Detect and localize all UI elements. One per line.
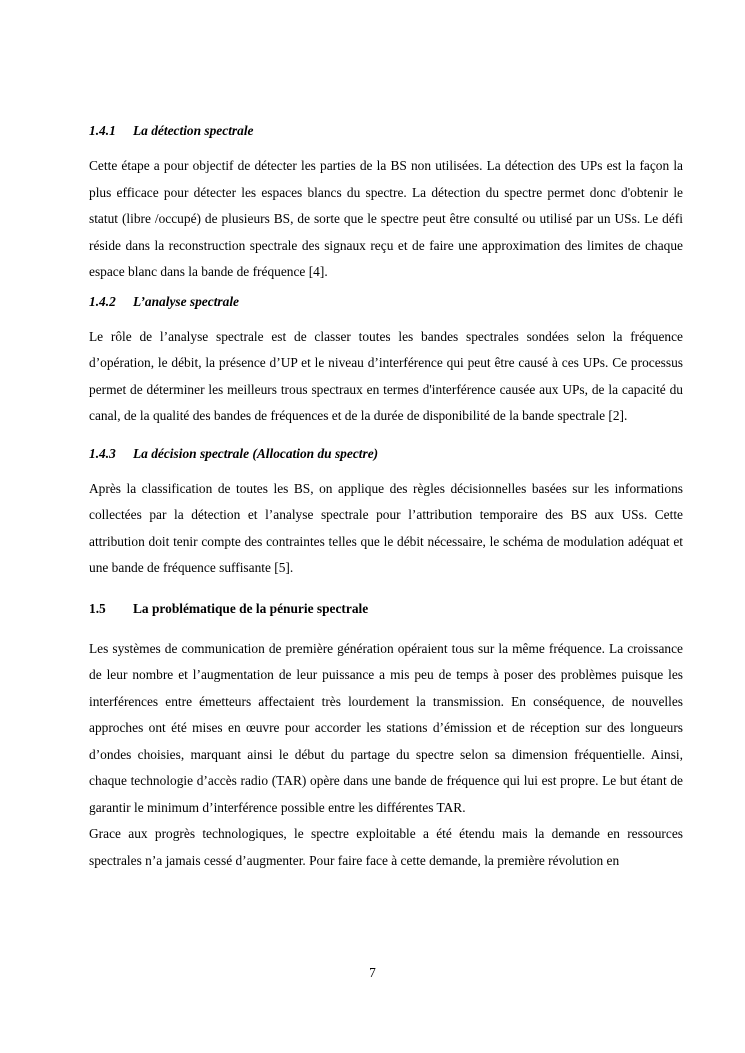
paragraph-penurie-2: Grace aux progrès technologiques, le spectre exploitable a été étendu mais la demande en ressources spectrales n’a jamais cessé d’augmenter. Pour faire face à cette demande, la première révolution en: [89, 826, 683, 868]
paragraph-detection: Cette étape a pour objectif de détecter les parties de la BS non utilisées. La détection des UPs est la façon la plus efficace pour détecter les espaces blancs du spectre. La détection du spectre permet donc d'obtenir le statut (libre /occupé) de plusieurs BS, de sorte que le spectre peut être consulté ou utilisé par un USs. Le défi réside dans la reconstruction spectrale des signaux reçu et de faire une approximation des limites de chaque espace blanc dans la bande de fréquence [4].: [89, 158, 683, 279]
section-heading-1-4-1: [89, 121, 683, 141]
paragraph-analyse: Le rôle de l’analyse spectrale est de classer toutes les bandes spectrales sondées selon la fréquence d’opération, le débit, la présence d’UP et le niveau d’interférence qui peut être causé à ces UPs. Ce processus permet de déterminer les meilleurs trous spectraux en termes d'interférence causée aux UPs, de la capacité du canal, de la qualité des bandes de fréquences et de la durée de disponibilité de la bande spectrale [2].: [89, 328, 683, 423]
section-title: La décision spectrale (Allocation du spectre): [133, 445, 379, 461]
section-heading-1-5: [89, 599, 683, 619]
section-number: 1.4.1: [89, 123, 116, 138]
section-number: 1.4.3: [89, 445, 116, 461]
page-content: [89, 121, 683, 874]
paragraph-decision: Après la classification de toutes les BS, on applique des règles décisionnelles basées sur les informations collectées par la détection et l’analyse spectrale pour l’attribution temporaire des BS aux USs. Cette attribution doit tenir compte des contraintes telles que le débit nécessaire, le schéma de modulation adéquat et une bande de fréquence suffisante [5].: [89, 480, 683, 575]
section-heading-1-4-2: [89, 292, 683, 312]
section-title: L’analyse spectrale: [133, 293, 239, 309]
section-number: 1.4.2: [89, 293, 116, 309]
section-heading-1-4-3: [89, 444, 683, 464]
page-number: 7: [369, 965, 376, 980]
section-title: La détection spectrale: [133, 123, 254, 138]
paragraph-penurie-1: Les systèmes de communication de première génération opéraient tous sur la même fréquence. La croissance de leur nombre et l’augmentation de leur puissance a mis peu de temps à poser des problèmes puisque les interférences entre émetteurs affectaient très lourdement la transmission. En conséquence, de nouvelles approches ont été mises en œuvre pour accorder les stations d’émission et de réception sur des longueurs d’ondes choisies, marquant ainsi le début du partage du spectre selon sa dimension fréquentielle. Ainsi, chaque technologie d’accès radio (TAR) opère dans une bande de fréquence qui lui est propre. Le but étant de garantir le minimum d’interférence possible entre les différentes TAR.: [89, 640, 683, 815]
section-title: La problématique de la pénurie spectrale: [133, 600, 369, 616]
section-number: 1.5: [89, 600, 106, 616]
